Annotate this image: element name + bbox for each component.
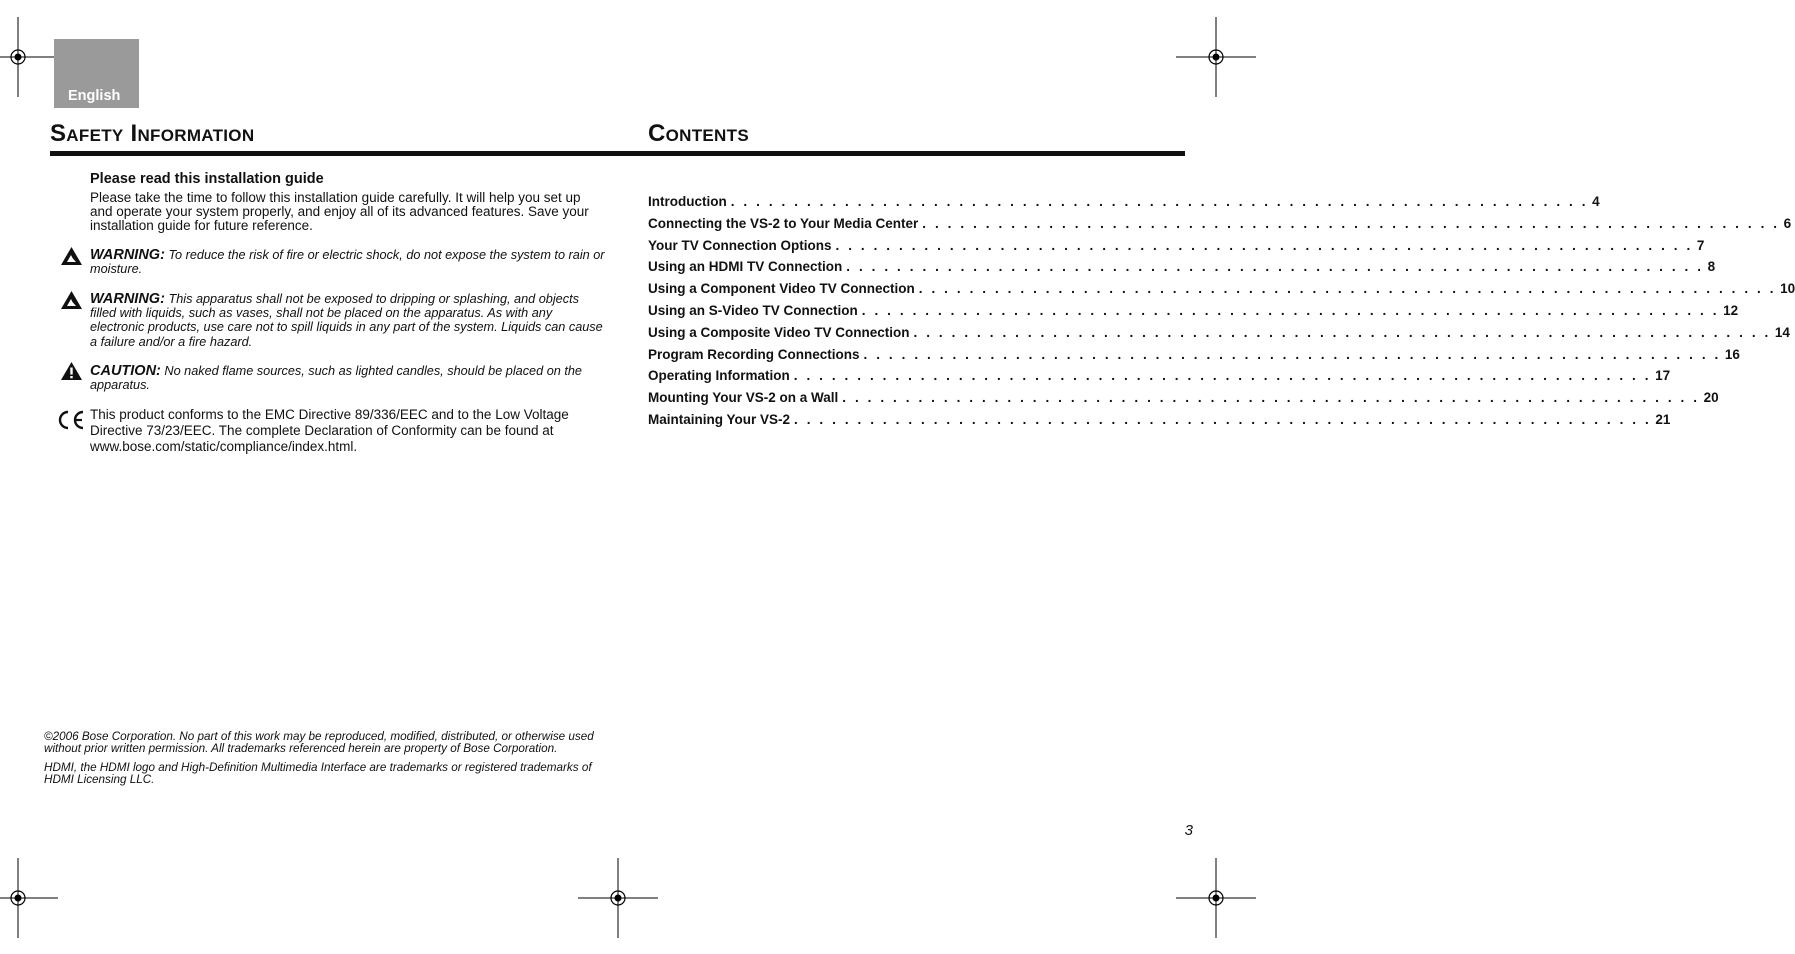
toc-leader-dots: . . . . . . . . . . . . . . . . . . . . . . . . . . . . . . . . . . . . . . . . . . . . . . . . . . . . . . . . . . . . . . . . . . . . — [846, 259, 1704, 275]
toc-item-page: 12 — [1723, 302, 1739, 318]
warning-1-label: WARNING: — [90, 247, 165, 263]
toc-item-page: 20 — [1703, 390, 1719, 406]
registration-mark-icon — [578, 858, 658, 938]
toc-item-page: 6 — [1783, 215, 1792, 231]
copyright-notice: ©2006 Bose Corporation. No part of this work may be reproduced, modified, distributed, or otherwise used without prior written permission. All trademarks referenced herein are property of Bose Corporation. — [44, 730, 594, 755]
toc-item[interactable] — [648, 346, 1740, 369]
heading-rule — [50, 151, 1185, 156]
warning-1 — [90, 248, 605, 276]
toc-item[interactable] — [648, 302, 1739, 325]
toc-leader-dots: . . . . . . . . . . . . . . . . . . . . . . . . . . . . . . . . . . . . . . . . . . . . . . . . . . . . . . . . . . . . . . . . . . . . — [842, 390, 1700, 406]
toc-item-title: Using an S-Video TV Connection — [648, 302, 858, 318]
ce-mark-icon — [56, 409, 86, 431]
toc-item[interactable] — [648, 194, 1600, 216]
toc-item-page: 16 — [1724, 346, 1740, 362]
caution-label: CAUTION: — [90, 363, 161, 379]
warning-2-label: WARNING: — [90, 291, 165, 307]
toc-leader-dots: . . . . . . . . . . . . . . . . . . . . . . . . . . . . . . . . . . . . . . . . . . . . . . . . . . . . . . . . . . . . . . . . . . . . — [913, 324, 1771, 340]
toc-leader-dots: . . . . . . . . . . . . . . . . . . . . . . . . . . . . . . . . . . . . . . . . . . . . . . . . . . . . . . . . . . . . . . . . . . . . — [861, 302, 1720, 318]
toc-leader-dots: . . . . . . . . . . . . . . . . . . . . . . . . . . . . . . . . . . . . . . . . . . . . . . . . . . . . . . . . . . . . . . . . . . . . — [922, 215, 1780, 231]
toc-item-page: 8 — [1707, 259, 1716, 275]
toc-item-title: Program Recording Connections — [648, 346, 860, 362]
toc-item-title: Using a Component Video TV Connection — [648, 281, 915, 297]
toc-leader-dots: . . . . . . . . . . . . . . . . . . . . . . . . . . . . . . . . . . . . . . . . . . . . . . . . . . . . . . . . . . . . . . . . . . . . — [918, 281, 1777, 297]
toc-leader-dots: . . . . . . . . . . . . . . . . . . . . . . . . . . . . . . . . . . . . . . . . . . . . . . . . . . . . . . . . . . . . . . . . . . . . — [730, 194, 1589, 209]
toc-item[interactable] — [648, 259, 1716, 281]
toc-item-title: Introduction — [648, 194, 727, 209]
registration-mark-icon — [1176, 858, 1256, 938]
toc-item-page: 4 — [1592, 194, 1600, 209]
warning-triangle-icon — [60, 246, 83, 266]
language-tab-label: English — [68, 88, 121, 104]
toc-item-title: Operating Information — [648, 368, 790, 384]
caution-triangle-icon — [60, 361, 83, 381]
contents-heading: Contents — [648, 120, 749, 147]
safety-subheading: Please read this installation guide — [90, 171, 324, 187]
toc-item-page: 7 — [1696, 237, 1705, 253]
toc-item-title: Connecting the VS-2 to Your Media Center — [648, 215, 919, 231]
toc-item-page: 10 — [1780, 281, 1795, 297]
caution — [90, 364, 605, 392]
toc-item-title: Mounting Your VS-2 on a Wall — [648, 390, 839, 406]
registration-mark-icon — [0, 858, 58, 938]
toc-item[interactable] — [648, 281, 1795, 303]
toc-item-title: Using a Composite Video TV Connection — [648, 324, 910, 340]
toc-item-title: Using an HDMI TV Connection — [648, 259, 843, 275]
warning-triangle-icon — [60, 290, 83, 310]
safety-intro: Please take the time to follow this installation guide carefully. It will help you set up and operate your system properly, and enjoy all of its advanced features. Save your installation guide for future reference. — [90, 190, 589, 234]
toc-item[interactable] — [648, 368, 1671, 390]
toc-leader-dots: . . . . . . . . . . . . . . . . . . . . . . . . . . . . . . . . . . . . . . . . . . . . . . . . . . . . . . . . . . . . . . . . . . . . — [794, 411, 1652, 427]
hdmi-trademark-notice: HDMI, the HDMI logo and High-Definition Multimedia Interface are trademarks or registered trademarks of HDMI Licensing LLC. — [44, 761, 592, 786]
toc-item[interactable] — [648, 237, 1705, 260]
page-number: 3 — [1184, 822, 1193, 839]
toc-item-page: 17 — [1655, 368, 1671, 384]
toc-leader-dots: . . . . . . . . . . . . . . . . . . . . . . . . . . . . . . . . . . . . . . . . . . . . . . . . . . . . . . . . . . . . . . . . . . . . — [863, 346, 1721, 362]
toc-leader-dots: . . . . . . . . . . . . . . . . . . . . . . . . . . . . . . . . . . . . . . . . . . . . . . . . . . . . . . . . . . . . . . . . . . . . — [793, 368, 1652, 384]
safety-heading: Safety Information — [50, 120, 255, 147]
toc-item-page: 14 — [1774, 324, 1790, 340]
warning-1-text: To reduce the risk of fire or electric shock, do not expose the system to rain or moisture. — [90, 248, 605, 277]
ce-statement: This product conforms to the EMC Directive 89/336/EEC and to the Low Voltage Directive 73/23/EEC. The complete Declaration of Conformity can be found at www.bose.com/static/compliance/index.html. — [90, 407, 569, 454]
toc-leader-dots: . . . . . . . . . . . . . . . . . . . . . . . . . . . . . . . . . . . . . . . . . . . . . . . . . . . . . . . . . . . . . . . . . . . . — [835, 237, 1693, 253]
warning-2-text: This apparatus shall not be exposed to dripping or splashing, and objects filled with liquids, such as vases, shall not be placed on the apparatus. As with any electronic products, use care not to spill liquids in any part of the system. Liquids can cause a failure and/or a fire hazard. — [90, 292, 603, 349]
language-tab — [54, 39, 139, 108]
toc-item[interactable] — [648, 390, 1719, 412]
warning-2 — [90, 292, 605, 349]
registration-mark-icon — [0, 17, 58, 97]
toc-item[interactable] — [648, 411, 1671, 434]
registration-mark-icon — [1176, 17, 1256, 97]
toc-item[interactable] — [648, 324, 1790, 347]
toc-item[interactable] — [648, 215, 1792, 238]
toc-item-page: 21 — [1655, 411, 1671, 427]
caution-text: No naked flame sources, such as lighted candles, should be placed on the apparatus. — [90, 364, 582, 393]
table-of-contents — [648, 194, 1795, 434]
toc-item-title: Your TV Connection Options — [648, 237, 832, 253]
toc-item-title: Maintaining Your VS-2 — [648, 411, 791, 427]
